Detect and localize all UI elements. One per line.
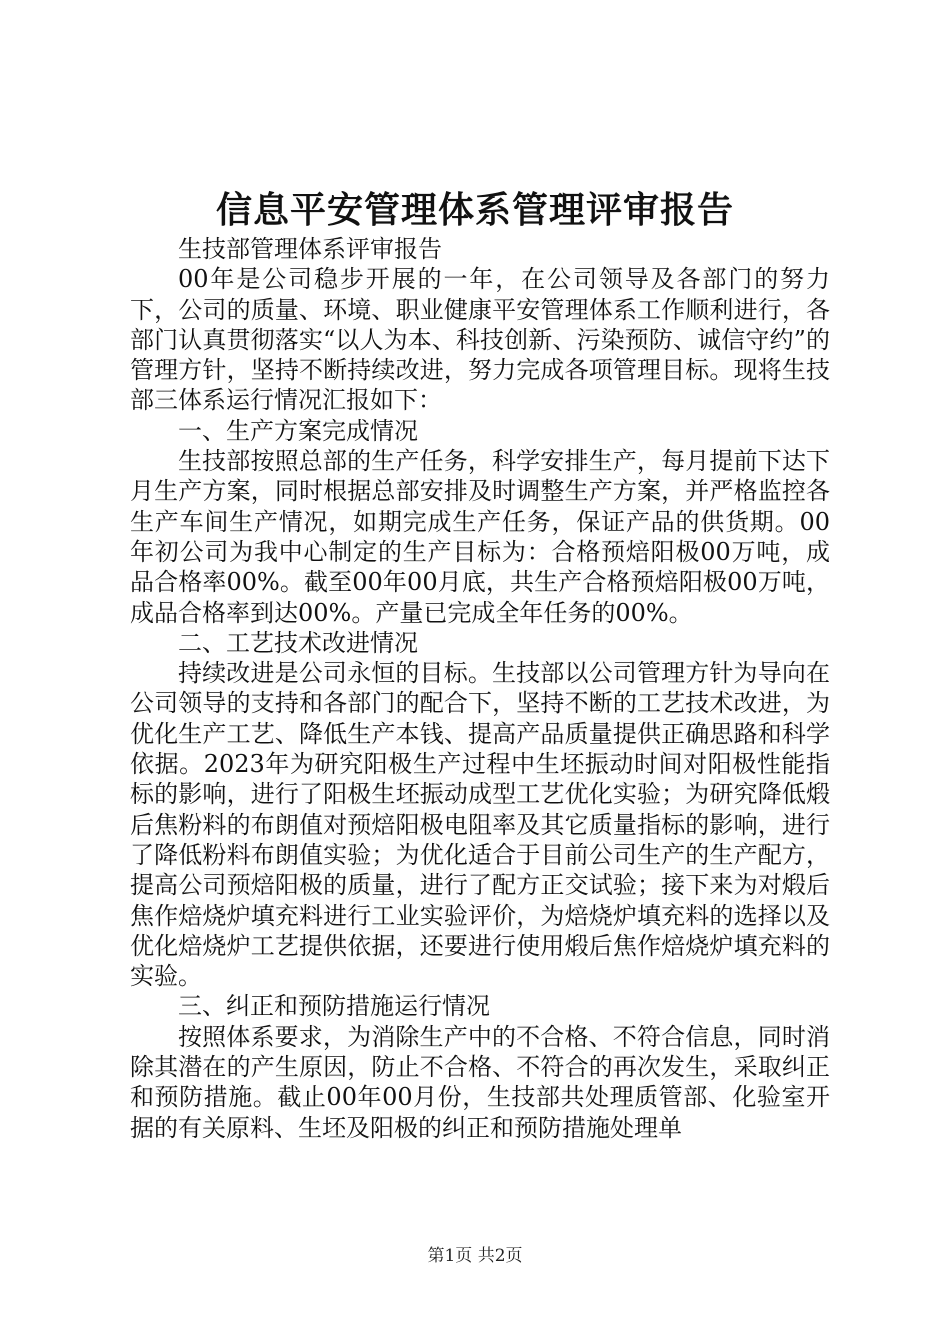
paragraph-section-1: 生技部按照总部的生产任务，科学安排生产，每月提前下达下月生产方案，同时根据总部安排及时调整生产方案，并严格监控各生产车间生产情况，如期完成生产任务，保证产品的供货期。00年初公司为我中心制定的生产目标为：合格预焙阳极00万吨，成品合格率00%。截至00年00月底，共生产合格预焙阳极00万吨，成品合格率到达00%。产量已完成全年任务的00%。 — [130, 447, 830, 627]
paragraph-section-2: 持续改进是公司永恒的目标。生技部以公司管理方针为导向在公司领导的支持和各部门的配合下，坚持不断的工艺技术改进，为优化生产工艺、降低生产本钱、提高产品质量提供正确思路和科学依据。2023年为研究阳极生产过程中生坯振动时间对阳极性能指标的影响，进行了阳极生坯振动成型工艺优化实验；为研究降低煅后焦粉料的布朗值对预焙阳极电阻率及其它质量指标的影响，进行了降低粉料布朗值实验；为优化适合于目前公司生产的生产配方，提高公司预焙阳极的质量，进行了配方正交试验；接下来为对煅后焦作焙烧炉填充料进行工业实验评价，为焙烧炉填充料的选择以及优化焙烧炉工艺提供依据，还要进行使用煅后焦作焙烧炉填充料的实验。 — [130, 659, 830, 991]
document-title: 信息平安管理体系管理评审报告 — [215, 189, 734, 231]
paragraph-subtitle: 生技部管理体系评审报告 — [178, 235, 442, 263]
paragraph-intro: 00年是公司稳步开展的一年，在公司领导及各部门的努力下，公司的质量、环境、职业健康平安管理体系工作顺利进行，各部门认真贯彻落实“以人为本、科技创新、污染预防、诚信守约”的管理方针，坚持不断持续改进，努力完成各项管理目标。现将生技部三体系运行情况汇报如下： — [130, 265, 830, 415]
section-heading-3: 三、纠正和预防措施运行情况 — [178, 992, 490, 1021]
section-heading-1: 一、生产方案完成情况 — [178, 416, 418, 445]
section-heading-2: 二、工艺技术改进情况 — [178, 628, 418, 657]
paragraph-section-3: 按照体系要求，为消除生产中的不合格、不符合信息，同时消除其潜在的产生原因，防止不合格、不符合的再次发生，采取纠正和预防措施。截止00年00月份，生技部共处理质管部、化验室开据的有关原料、生坯及阳极的纠正和预防措施处理单 — [130, 1022, 830, 1142]
page-number-footer: 第1页 共2页 — [427, 1246, 523, 1266]
document-body — [130, 234, 830, 1143]
